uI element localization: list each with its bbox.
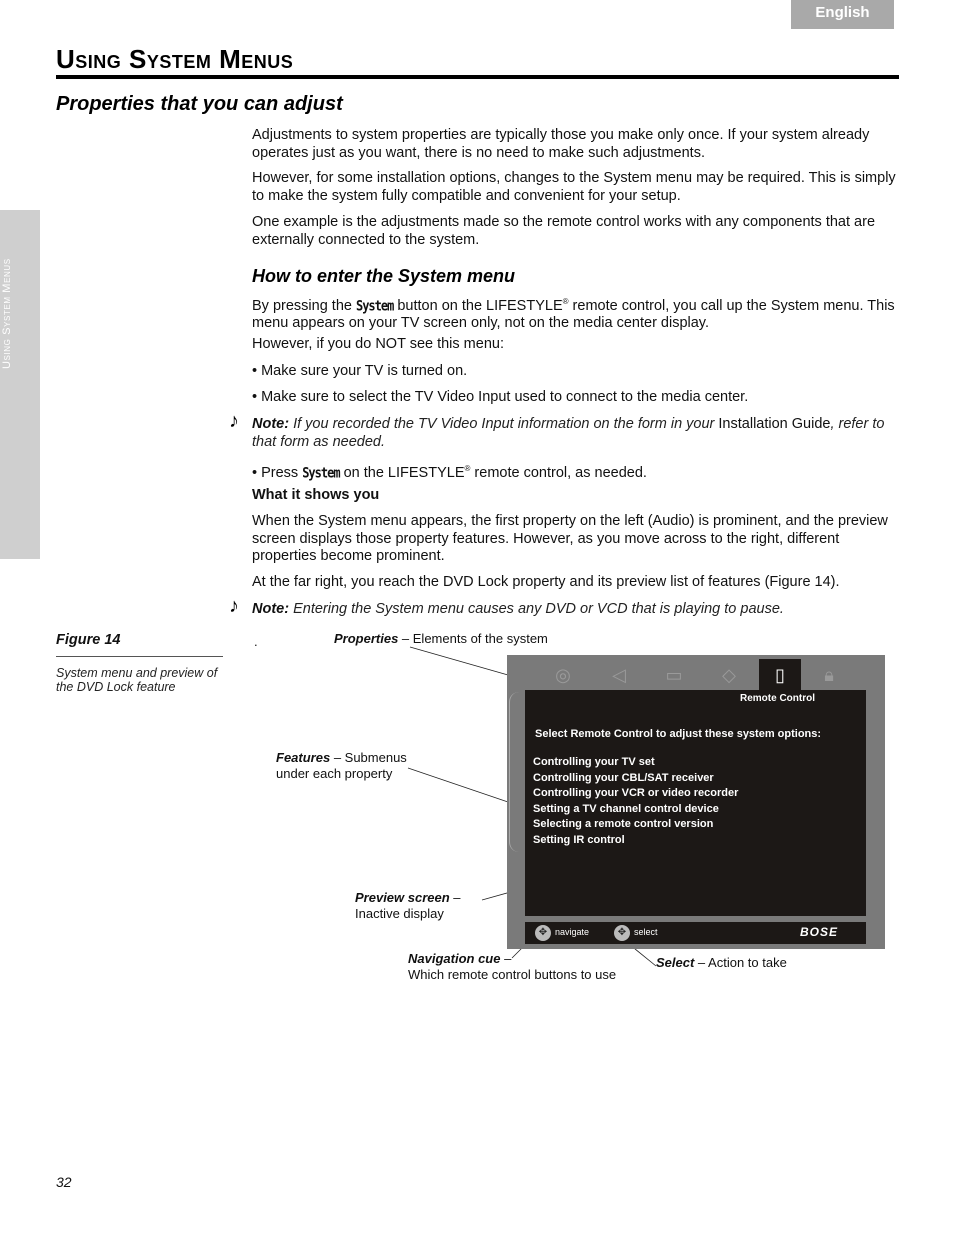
screen-option: Controlling your CBL/SAT receiver	[533, 771, 714, 784]
callout-select	[656, 955, 787, 971]
note-label: Note:	[252, 416, 290, 432]
callout-text: – Elements of the system	[398, 631, 548, 646]
callout-label: Preview screen	[355, 890, 450, 905]
screen-option: Controlling your TV set	[533, 756, 655, 768]
callout-text: – Submenus	[330, 750, 407, 765]
active-property-label: Remote Control	[740, 693, 815, 704]
select-pad-icon: ✥	[614, 925, 630, 941]
callout-text: – Action to take	[694, 955, 787, 970]
callout-label: Select	[656, 955, 695, 970]
navigate-pad-icon: ✥	[535, 925, 551, 941]
screen-option: Setting a TV channel control device	[533, 802, 719, 815]
text-run: remote control, you call up the System menu. This menu appears on your TV screen only, not on the media center display.	[252, 297, 895, 332]
bullet-item-2: • Make sure to select the TV Video Input used to connect to the media center.	[252, 389, 749, 405]
what-heading: What it shows you	[252, 487, 380, 503]
screen-option: Controlling your VCR or video recorder	[533, 787, 739, 800]
remote-tilted-icon: ◇	[722, 665, 736, 685]
nav-navigate-label: navigate	[555, 927, 590, 937]
page-title: Using System Menus	[56, 44, 294, 74]
screen-prompt: Select Remote Control to adjust these system options:	[535, 728, 822, 740]
lock-icon: 🔒︎	[824, 665, 834, 685]
figure-label: Figure 14	[56, 632, 121, 648]
callout-preview-screen	[355, 890, 461, 921]
callout-navigation-cue	[408, 951, 616, 982]
callout-text: under each property	[276, 765, 393, 781]
bullet-item-1: • Make sure your TV is turned on.	[252, 363, 468, 379]
registered-mark: ®	[464, 464, 471, 473]
text-run: , refer to that form as needed.	[252, 416, 885, 450]
language-tab: English	[791, 0, 894, 29]
callout-label: Navigation cue	[408, 951, 501, 966]
page-number: 32	[56, 1174, 72, 1190]
text-run: If you recorded the TV Video Input information on the form in your	[289, 416, 719, 432]
what-paragraph-2: At the far right, you reach the DVD Lock property and its preview list of features (Figure 14).	[252, 574, 840, 590]
text-run: Entering the System menu causes any DVD or VCD that is playing to pause.	[289, 601, 784, 617]
disc-icon: ◎	[555, 665, 571, 685]
remote-control-icon: ▯	[759, 659, 801, 691]
tv-icon: ▭	[665, 665, 683, 685]
screen-option: Selecting a remote control version	[533, 818, 714, 831]
screen-options-list	[533, 755, 738, 849]
text-run: • Press	[252, 464, 303, 481]
text-run: By pressing the	[252, 297, 356, 314]
screen-option: Setting IR control	[533, 833, 625, 846]
callout-label: Properties	[334, 631, 399, 646]
speaker-icon: ◁	[612, 665, 626, 685]
text-run: on the LIFESTYLE	[339, 464, 465, 481]
section-heading: Properties that you can adjust	[56, 93, 343, 115]
nav-select-label: select	[634, 927, 658, 937]
stray-dot: .	[254, 634, 258, 649]
installation-guide-ref: Installation Guide	[718, 416, 831, 432]
registered-mark: ®	[562, 297, 569, 306]
callout-label: Features	[276, 750, 331, 765]
callout-features	[276, 750, 407, 781]
bose-logo: BOSE	[800, 925, 839, 939]
system-button-word: System	[355, 297, 394, 315]
features-bracket	[509, 692, 522, 852]
what-paragraph-1: When the System menu appears, the first property on the left (Audio) is prominent, and the preview screen displays those property features. However, as you move across to the right, different properties become prominent.	[252, 513, 888, 564]
side-section-tab: Using System Menus	[0, 210, 40, 559]
callout-properties	[334, 631, 548, 647]
enter-paragraph-2: However, if you do NOT see this menu:	[252, 336, 504, 352]
callout-text: –	[500, 951, 512, 966]
intro-paragraph-2: However, for some installation options, changes to the System menu may be required. This is simply to make the system fully compatible and convenient for your setup.	[252, 170, 896, 204]
text-run: remote control, as needed.	[470, 464, 647, 481]
music-note-icon: ♪	[229, 410, 239, 432]
figure-caption: System menu and preview of the DVD Lock feature	[56, 666, 218, 694]
note-label: Note:	[252, 601, 290, 617]
callout-text: Which remote control buttons to use	[408, 966, 617, 982]
text-run: button on the LIFESTYLE	[393, 297, 563, 314]
intro-paragraph-1: Adjustments to system properties are typically those you make only once. If your system already operates just as you want, there is no need to make such adjustments.	[252, 127, 870, 161]
callout-text: –	[449, 890, 461, 905]
music-note-icon: ♪	[229, 595, 239, 617]
system-button-word: System	[302, 464, 340, 482]
callout-text: Inactive display	[355, 905, 444, 921]
subheading-enter-menu: How to enter the System menu	[252, 266, 516, 286]
intro-paragraph-3: One example is the adjustments made so the remote control works with any components that are externally connected to the system.	[252, 214, 876, 248]
